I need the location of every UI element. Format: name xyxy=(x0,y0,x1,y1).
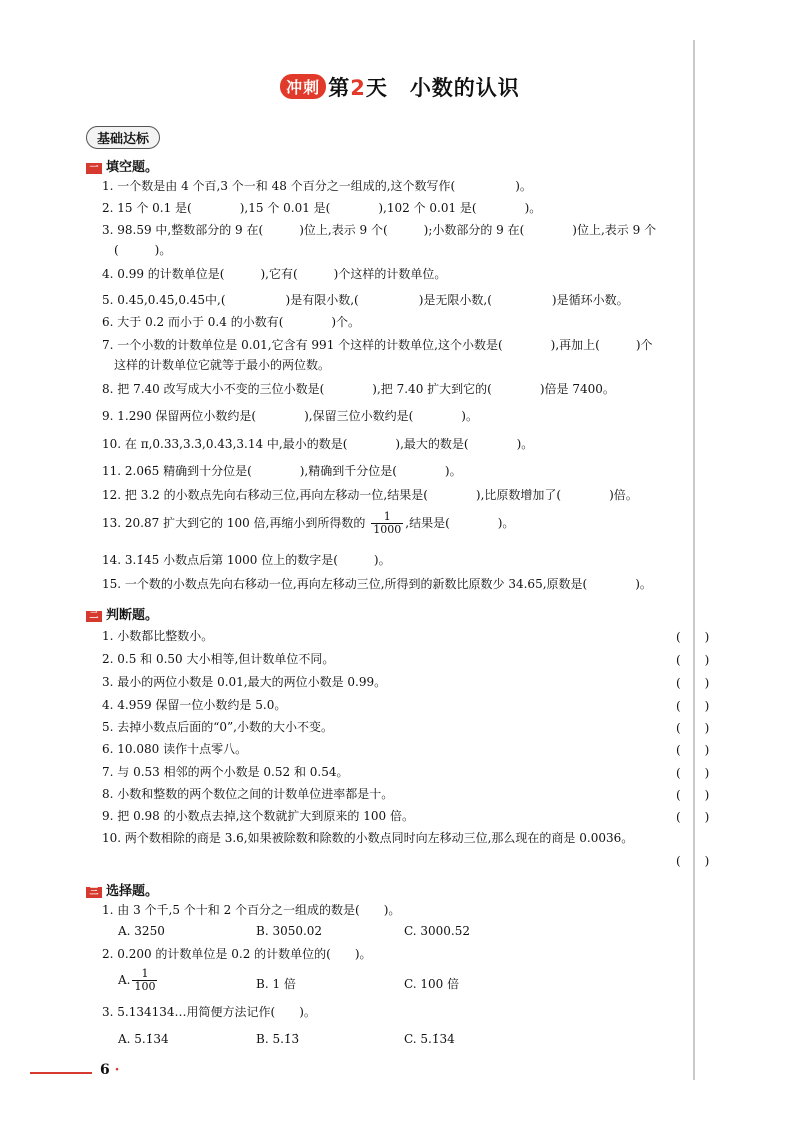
fraction xyxy=(132,968,157,993)
fraction-denominator: 100 xyxy=(134,980,156,993)
fraction xyxy=(371,511,403,536)
section-basic-label: 基础达标 xyxy=(86,126,160,149)
question-text: 2. 0.5 和 0.50 大小相等,但计数单位不同。 xyxy=(102,652,335,666)
title-subtitle: 小数的认识 xyxy=(409,76,520,100)
question-text: 15. 一个数的小数点先向右移动一位,再向左移动三位,所得到的新数比原数少 34.65,原数是( )。 xyxy=(102,577,652,591)
choice-option: A. 3250 xyxy=(118,924,165,938)
answer-paren: ( ) xyxy=(676,630,710,644)
footer-rule xyxy=(30,1072,92,1074)
answer-paren: ( ) xyxy=(676,810,710,824)
section-true-false xyxy=(86,604,158,623)
question-text: 7. 一个小数的计数单位是 0.01,它含有 991 个这样的计数单位,这个小数是( ),再加上( )个 xyxy=(102,338,653,352)
question-text: 1. 一个数是由 4 个百,3 个一和 48 个百分之一组成的,这个数写作( )。 xyxy=(102,179,532,193)
question-text-continued: ( )。 xyxy=(114,243,172,257)
title-day-suffix: 天 xyxy=(365,76,388,100)
choice-option: B. 3050.02 xyxy=(256,924,323,938)
sprint-badge: 冲刺 xyxy=(280,74,326,99)
title-day-prefix: 第 xyxy=(328,76,351,100)
choice-option: C. 3000.52 xyxy=(404,924,471,938)
answer-paren: ( ) xyxy=(676,676,710,690)
section-title: 判断题。 xyxy=(106,608,159,623)
section-fill-blank xyxy=(86,156,158,175)
question-text: 1. 小数都比整数小。 xyxy=(102,629,214,643)
title-day-number: 2 xyxy=(350,76,366,100)
question-text: 3. 5.134134…用简便方法记作( )。 xyxy=(102,1005,316,1019)
question-text: 8. 把 7.40 改写成大小不变的三位小数是( ),把 7.40 扩大到它的( )倍是 7400。 xyxy=(102,382,615,396)
answer-paren: ( ) xyxy=(676,766,710,780)
fraction-numerator: 1 xyxy=(371,511,403,524)
choice-option xyxy=(118,968,159,993)
choice-option: A. 5.1̇34̇ xyxy=(118,1032,169,1046)
question-text: 10. 两个数相除的商是 3.6,如果被除数和除数的小数点同时向左移动三位,那么现在的商是 0.0036。 xyxy=(102,831,634,845)
answer-paren: ( ) xyxy=(676,743,710,757)
question-text: 3. 最小的两位小数是 0.01,最大的两位小数是 0.99。 xyxy=(102,675,387,689)
question-text: 9. 把 0.98 的小数点去掉,这个数就扩大到原来的 100 倍。 xyxy=(102,809,414,823)
question-text: 9. 1.290 保留两位小数约是( ),保留三位小数约是( )。 xyxy=(102,409,478,423)
question-text: 11. 2.06̇5̇ 精确到十分位是( ),精确到千分位是( )。 xyxy=(102,464,462,478)
question-text: 2. 0.200 的计数单位是 0.2 的计数单位的( )。 xyxy=(102,947,372,961)
section-number-badge: 一 xyxy=(86,163,102,174)
choice-option: C. 100 倍 xyxy=(404,977,460,991)
section-number-badge: 三 xyxy=(86,887,102,898)
choice-option: C. 5.1̇34̇ xyxy=(404,1032,455,1046)
page-number xyxy=(100,1062,120,1078)
question-text: 4. 0.99 的计数单位是( ),它有( )个这样的计数单位。 xyxy=(102,267,447,281)
question-text: 4. 4.959 保留一位小数约是 5.0。 xyxy=(102,698,287,712)
page-number-value: 6 xyxy=(100,1062,110,1078)
question-text: 6. 10.080 读作十点零八。 xyxy=(102,742,248,756)
answer-paren: ( ) xyxy=(676,788,710,802)
question-text: 8. 小数和整数的两个数位之间的计数单位进率都是十。 xyxy=(102,787,394,801)
fraction-denominator: 1000 xyxy=(373,523,402,536)
choice-option: B. 5.1̇3̇ xyxy=(256,1032,300,1046)
question-text-part: ,结果是( )。 xyxy=(405,516,515,530)
question-text xyxy=(102,511,514,536)
question-text: 2. 15 个 0.1 是( ),15 个 0.01 是( ),102 个 0.01 是( )。 xyxy=(102,201,542,215)
question-text: 3. 98.59 中,整数部分的 9 在( )位上,表示 9 个( );小数部分的 9 在( )位上,表示 9 个 xyxy=(102,223,657,237)
section-number-badge: 二 xyxy=(86,611,102,622)
answer-paren: ( ) xyxy=(676,854,710,868)
page-number-dot: · xyxy=(114,1062,120,1078)
question-text: 7. 与 0.53 相邻的两个小数是 0.52 和 0.54。 xyxy=(102,765,349,779)
page-title xyxy=(0,72,800,102)
question-text: 5. 去掉小数点后面的“0”,小数的大小不变。 xyxy=(102,720,333,734)
answer-paren: ( ) xyxy=(676,721,710,735)
question-text: 5. 0.45,0.45̇,0.4̇5̇中,( )是有限小数,( )是无限小数,( )是循环小数。 xyxy=(102,293,629,307)
question-text: 10. 在 π,0.33,3.3̇,0.4̇3̇,3.14 中,最小的数是( ),最大的数是( )。 xyxy=(102,437,534,451)
question-text-continued: 这样的计数单位它就等于最小的两位数。 xyxy=(114,358,331,372)
fraction-numerator: 1 xyxy=(132,968,157,981)
question-text: 14. 3.1̇45̇ 小数点后第 1000 位上的数字是( )。 xyxy=(102,553,391,567)
question-text: 1. 由 3 个千,5 个十和 2 个百分之一组成的数是( )。 xyxy=(102,903,401,917)
page-edge-line xyxy=(693,40,695,1080)
question-text: 12. 把 3.2 的小数点先向右移动三位,再向左移动一位,结果是( ),比原数增加了( )倍。 xyxy=(102,488,638,502)
question-text: 6. 大于 0.2 而小于 0.4 的小数有( )个。 xyxy=(102,315,361,329)
section-title: 选择题。 xyxy=(106,884,159,899)
section-title: 填空题。 xyxy=(106,160,159,175)
section-multiple-choice xyxy=(86,880,158,899)
answer-paren: ( ) xyxy=(676,653,710,667)
question-text-part: 13. 20.87 扩大到它的 100 倍,再缩小到所得数的 xyxy=(102,516,366,530)
choice-option: B. 1 倍 xyxy=(256,977,296,991)
choice-letter: A. xyxy=(118,973,131,987)
answer-paren: ( ) xyxy=(676,699,710,713)
